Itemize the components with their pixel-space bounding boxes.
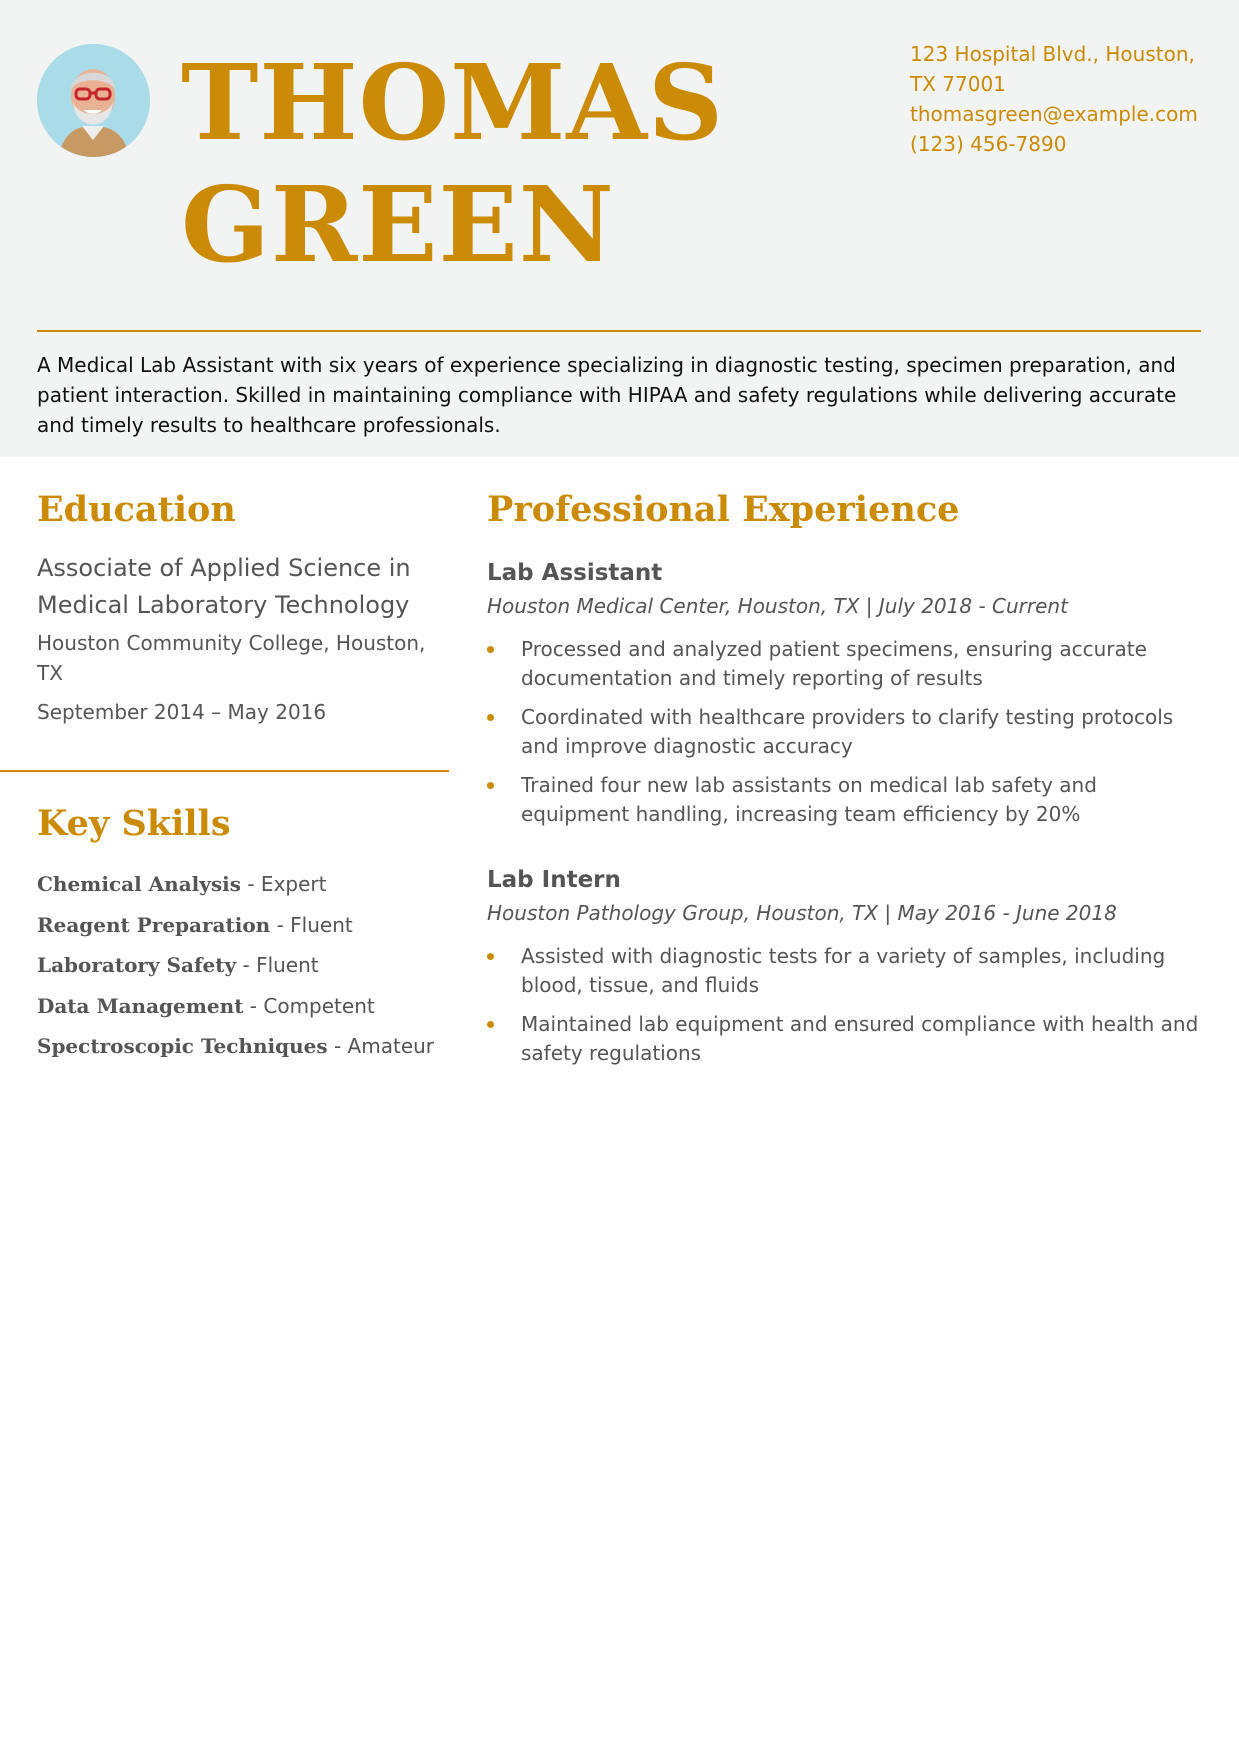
- job-meta: Houston Pathology Group, Houston, TX | May 2016 - June 2018: [487, 901, 1117, 925]
- bullet-text: Coordinated with healthcare providers to clarify testing protocols and improve diagnostic accuracy: [521, 705, 1174, 758]
- skill-item: [37, 951, 447, 979]
- section-divider: [0, 770, 449, 772]
- education-school: Houston Community College, Houston, TX: [37, 631, 426, 685]
- bullet-dot-icon: [487, 1021, 494, 1028]
- contact-info: [910, 39, 1210, 159]
- bullet-item: [487, 635, 1207, 693]
- job-bullets: [487, 942, 1207, 1068]
- education-section: [37, 488, 447, 727]
- skill-level: - Fluent: [236, 953, 319, 977]
- last-name: GREEN: [181, 163, 615, 286]
- bullet-dot-icon: [487, 953, 494, 960]
- skill-level: - Fluent: [270, 912, 353, 937]
- skill-item: [37, 870, 447, 898]
- skill-level: - Amateur: [327, 1034, 435, 1058]
- job-meta: Houston Medical Center, Houston, TX | July 2018 - Current: [487, 594, 1068, 618]
- skill-name: Spectroscopic Techniques: [37, 1034, 328, 1058]
- skill-item: [37, 1032, 447, 1060]
- job-title: Lab Intern: [487, 867, 621, 893]
- avatar: [37, 44, 150, 157]
- bullet-text: Processed and analyzed patient specimens, ensuring accurate documentation and timely reporting of results: [521, 637, 1147, 690]
- job-entry: [487, 865, 1207, 1068]
- skill-name: Laboratory Safety: [37, 953, 237, 977]
- skill-name: Data Management: [37, 993, 244, 1018]
- contact-phone: (123) 456-7890: [910, 132, 1067, 156]
- skill-name: Reagent Preparation: [37, 912, 271, 937]
- education-degree: Associate of Applied Science in Medical Laboratory Technology: [37, 554, 411, 619]
- bullet-dot-icon: [487, 782, 494, 789]
- experience-section: [487, 488, 1207, 1078]
- experience-title: Professional Experience: [487, 489, 960, 530]
- skill-item: [37, 992, 447, 1020]
- header: [0, 0, 1239, 457]
- bullet-item: [487, 703, 1207, 761]
- profile-photo-icon: [37, 44, 150, 157]
- education-dates: September 2014 – May 2016: [37, 700, 327, 724]
- bullet-item: [487, 1010, 1207, 1068]
- summary-text: A Medical Lab Assistant with six years of experience specializing in diagnostic testing, specimen preparation, and patient interaction. Skilled in maintaining compliance with HIPAA and safety regulations while delivering accurate and timely results to healthcare professionals.: [37, 353, 1177, 437]
- skills-section: [37, 802, 447, 1073]
- contact-address: 123 Hospital Blvd., Houston, TX 77001: [910, 42, 1195, 96]
- job-title: Lab Assistant: [487, 560, 663, 586]
- job-entry: [487, 558, 1207, 829]
- skill-item: [37, 911, 447, 939]
- skills-title: Key Skills: [37, 803, 231, 844]
- bullet-text: Assisted with diagnostic tests for a variety of samples, including blood, tissue, and fluids: [521, 944, 1166, 997]
- skill-level: - Expert: [241, 872, 327, 896]
- skill-list: [37, 870, 447, 1060]
- bullet-text: Trained four new lab assistants on medical lab safety and equipment handling, increasing team efficiency by 20%: [521, 773, 1097, 826]
- education-title: Education: [37, 489, 236, 530]
- bullet-item: [487, 942, 1207, 1000]
- contact-email: thomasgreen@example.com: [910, 102, 1198, 126]
- skill-name: Chemical Analysis: [37, 872, 241, 896]
- first-name: THOMAS: [181, 41, 725, 164]
- bullet-dot-icon: [487, 646, 494, 653]
- bullet-text: Maintained lab equipment and ensured compliance with health and safety regulations: [521, 1012, 1199, 1065]
- candidate-name: [181, 42, 841, 286]
- bullet-item: [487, 771, 1207, 829]
- job-bullets: [487, 635, 1207, 829]
- skill-level: - Competent: [243, 993, 375, 1018]
- header-divider: [37, 330, 1201, 332]
- bullet-dot-icon: [487, 714, 494, 721]
